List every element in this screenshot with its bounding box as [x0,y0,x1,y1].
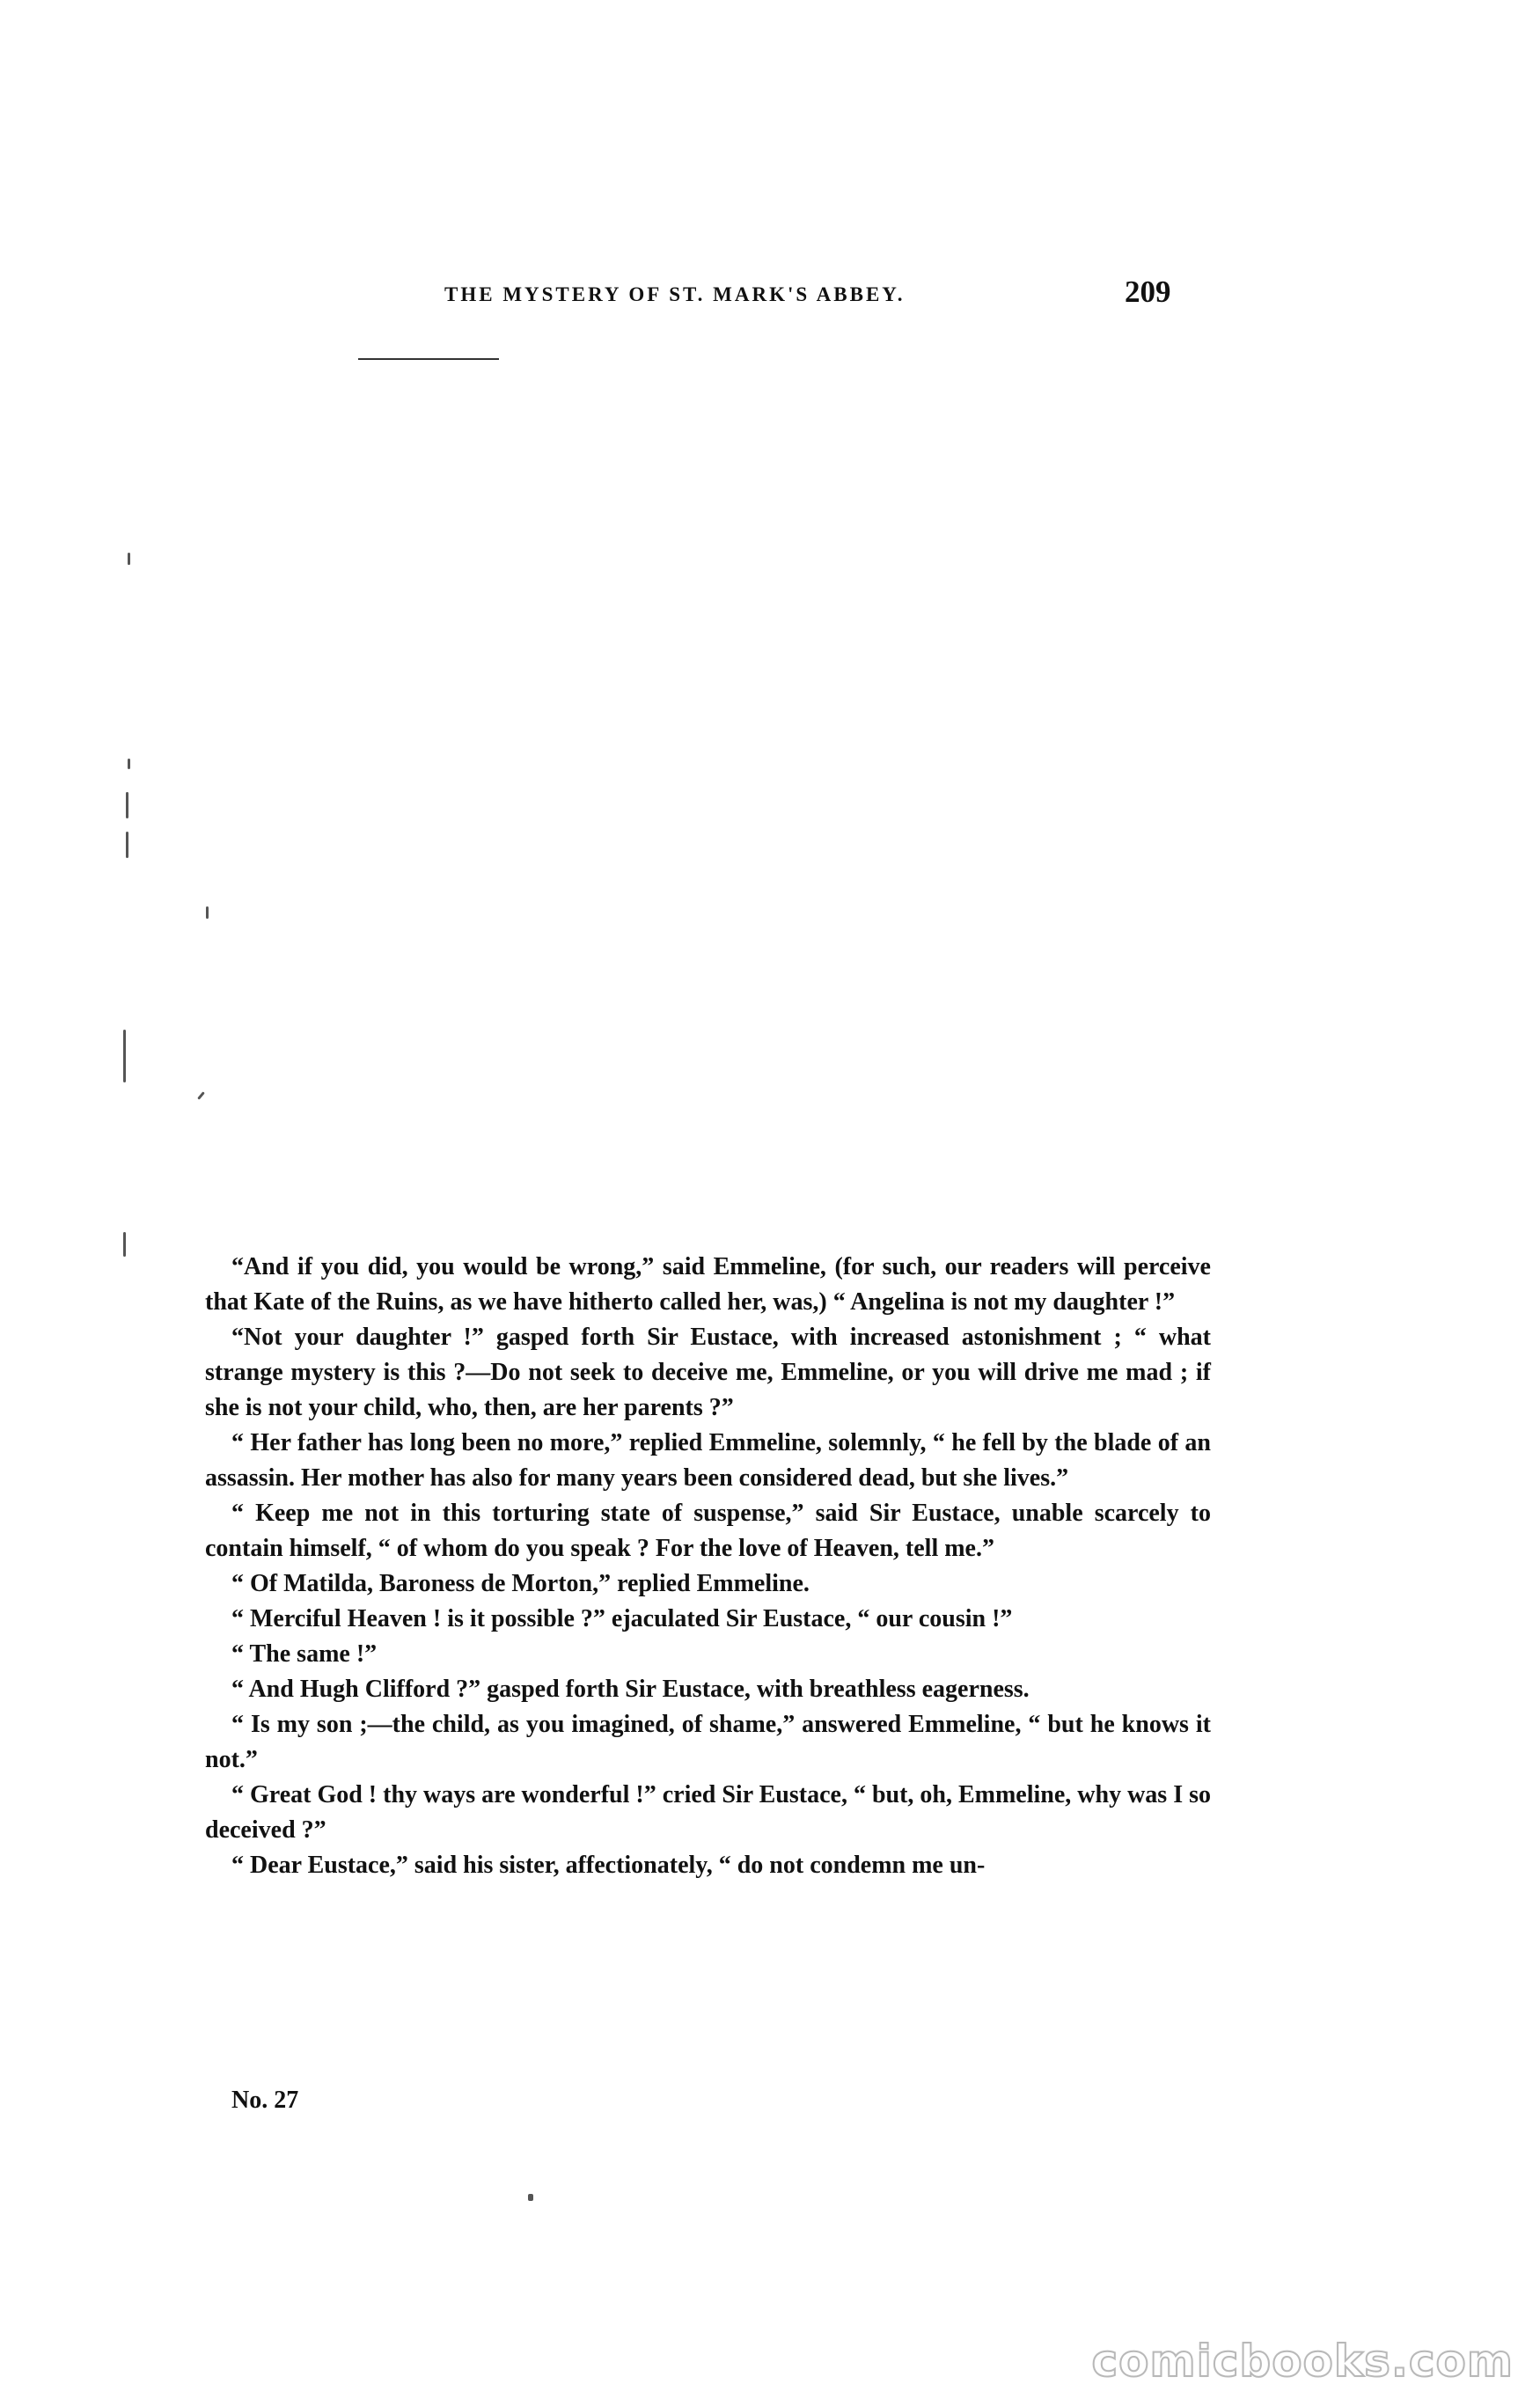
header-rule [358,358,499,360]
paragraph: “ Dear Eustace,” said his sister, affectionately, “ do not condemn me un- [231,1852,986,1879]
scan-speck [123,1030,126,1082]
scan-speck [206,906,209,919]
paragraph: “ Her father has long been no more,” replied Emmeline, solemnly, “ he fell by the blade of an assassin. Her mother has also for many years been considered dead, but she lives.” [205,1429,1211,1492]
watermark-logo: comicbooks.com [1091,2336,1514,2387]
paragraph: “Not your daughter !” gasped forth Sir Eustace, with increased astonishment ; “ what strange mystery is this ?—Do not seek to deceive me, Emmeline, or you will drive me mad ; if she is not your child, who, then, are her parents ?” [205,1324,1211,1421]
paragraph: “ The same !” [231,1640,378,1668]
page-number: 209 [1125,275,1171,309]
scan-speck [128,759,130,769]
paragraph: “And if you did, you would be wrong,” said Emmeline, (for such, our readers will perceive that Kate of the Ruins, as we have hitherto called her, was,) “ Angelina is not my daughter !” [205,1253,1211,1316]
paragraph: “ Of Matilda, Baroness de Morton,” replied Emmeline. [231,1570,810,1597]
scan-speck [528,2194,533,2201]
paragraph: “ Is my son ;—the child, as you imagined, of shame,” answered Emmeline, “ but he knows it not.” [205,1711,1211,1773]
paragraph: “ Keep me not in this torturing state of suspense,” said Sir Eustace, unable scarcely to contain himself, “ of whom do you speak ? For the love of Heaven, tell me.” [205,1500,1211,1562]
scan-speck [197,1091,205,1100]
signature-mark: No. 27 [231,2087,299,2114]
scan-speck [123,1232,126,1257]
running-title: THE MYSTERY OF ST. MARK'S ABBEY. [444,283,906,305]
paragraph: “ Merciful Heaven ! is it possible ?” ejaculated Sir Eustace, “ our cousin !” [231,1605,1013,1632]
scan-speck [126,792,128,818]
body-text [205,1250,1211,1883]
paragraph: “ Great God ! thy ways are wonderful !” cried Sir Eustace, “ but, oh, Emmeline, why was I so deceived ?” [205,1781,1211,1844]
scan-speck [128,553,130,565]
scan-speck [126,832,128,858]
paragraph: “ And Hugh Clifford ?” gasped forth Sir Eustace, with breathless eagerness. [231,1676,1030,1703]
